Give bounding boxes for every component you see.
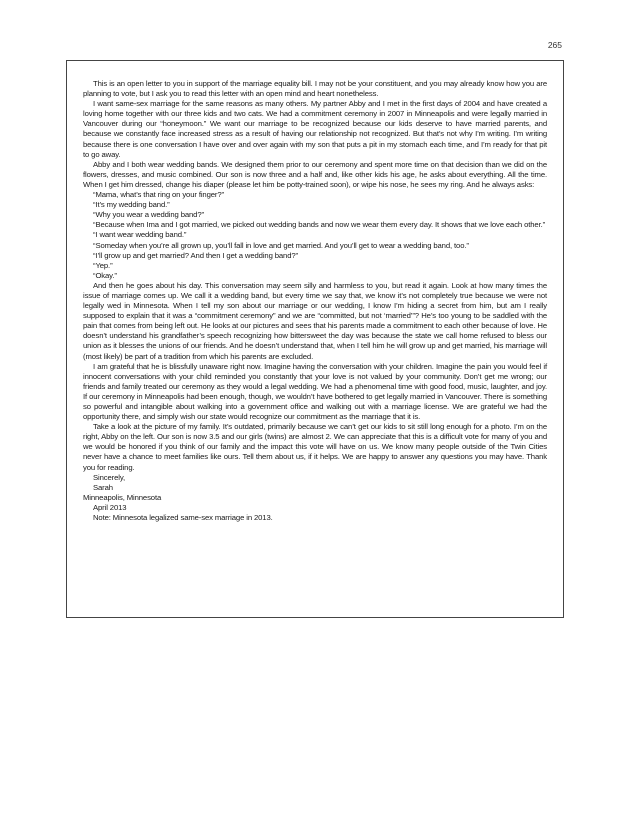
letter-closing: Sincerely, [93, 472, 125, 482]
letter-paragraph: Abby and I both wear wedding bands. We designed them prior to our ceremony and spent more time on that decision than we did on the flowers, dresses, and music combined. Our son is now three and a half and, like other kids his age, he asks about everything. All the time. When I get him dressed, change his diaper (please let him be potty-trained soon), or wipe his nose, he sees my ring. And he always asks: [83, 159, 547, 189]
page-number: 265 [547, 40, 562, 50]
letter-paragraph: I want same-sex marriage for the same reasons as many others. My partner Abby and I met in the first days of 2004 and have created a loving home together with our three kids and two cats. We had a commitment ceremony in 2007 in Minneapolis and were legally married in Vancouver during our “honeymoon.” We want our marriage to be recognized because our kids deserve to have married parents, and because we constantly face increased stress as a result of having our relationship not recognized. But that’s not why I’m writing. I’m writing because there is one conversation I have over and over again with my son that puts a pit in my stomach each time, and I’m ready for that pit to go away. [83, 99, 547, 159]
letter-paragraph: Take a look at the picture of my family. It’s outdated, primarily because we can’t get our kids to sit still long enough for a photo. I’m on the right, Abby on the left. Our son is now 3.5 and our girls (twins) are almost 2. We can appreciate that this is a difficult vote for many of you and we would be honored if you think of our family and the impact this vote will have on us. We know many people outside of the Twin Cities never have a chance to meet families like ours. Tell them about us, if it helps. We are happy to answer any questions you may have. Thank you for reading. [83, 422, 547, 472]
letter-frame [66, 60, 564, 618]
letter-body [83, 79, 547, 523]
dialogue-line: “Why you wear a wedding band?” [93, 210, 204, 220]
letter-paragraph: This is an open letter to you in support of the marriage equality bill. I may not be your constituent, and you may already know how you are planning to vote, but I ask you to read this letter with an open mind and heart nonetheless. [83, 79, 547, 99]
letter-note: Note: Minnesota legalized same-sex marriage in 2013. [93, 513, 273, 523]
dialogue-line: “It’s my wedding band.” [93, 200, 170, 210]
dialogue-line: “Yep.” [93, 260, 113, 270]
dialogue-line: “Mama, what’s that ring on your finger?” [93, 190, 224, 200]
dialogue-line: “Someday when you’re all grown up, you’ll fall in love and get married. And you’ll get to wear a wedding band, too.” [93, 240, 469, 250]
letter-location: Minneapolis, Minnesota [83, 492, 162, 502]
dialogue-line: “I’ll grow up and get married? And then I get a wedding band?” [93, 250, 298, 260]
letter-paragraph: I am grateful that he is blissfully unaware right now. Imagine having the conversation with your children. Imagine the pain you would feel if innocent conversations with your child reminded you constantly that your love is not valued by your community. Don’t get me wrong; our friends and family treated our ceremony as they would a legal wedding. We had a phenomenal time with good food, music, laughter, and joy. If our ceremony in Minneapolis had been enough, though, we wouldn’t have bothered to get legally married in Vancouver. There is something so powerful and intangible about walking into a government office and walking out with a marriage license. We are grateful we had the opportunity there, and simply wish our state would recognize our commitment as the marriage that it is. [83, 361, 547, 422]
letter-paragraph: And then he goes about his day. This conversation may seem silly and harmless to you, but read it again. Look at how many times the issue of marriage comes up. We call it a wedding band, but every time we say that, we know it’s not completely true because we were not legally wed in Minnesota. When I tell my son about our marriage or our wedding, I know I’m hiding a secret from him, but am I really supposed to explain that it was a “commitment ceremony” and we are “committed, but not ‘married’”? He’s too young to be saddled with the pain that comes from being left out. He looks at our pictures and sees that his parents made a commitment to each other because of love. He doesn’t understand his grandfather’s speech recognizing how bittersweet the day was because the state we call home refused to bless our union as it blesses the unions of our friends. And he doesn’t understand that, when I tell him he will grow up and get married, his marriage will (most likely) be part of a tradition from which his parents are excluded. [83, 280, 547, 361]
dialogue-line: “Because when Ima and I got married, we picked out wedding bands and now we wear them every day. It shows that we love each other.” [93, 220, 546, 230]
dialogue-line: “I want wear wedding band.” [93, 230, 187, 240]
dialogue-line: “Okay.” [93, 270, 117, 280]
letter-signature: Sarah [93, 482, 113, 492]
letter-date: April 2013 [93, 502, 127, 512]
